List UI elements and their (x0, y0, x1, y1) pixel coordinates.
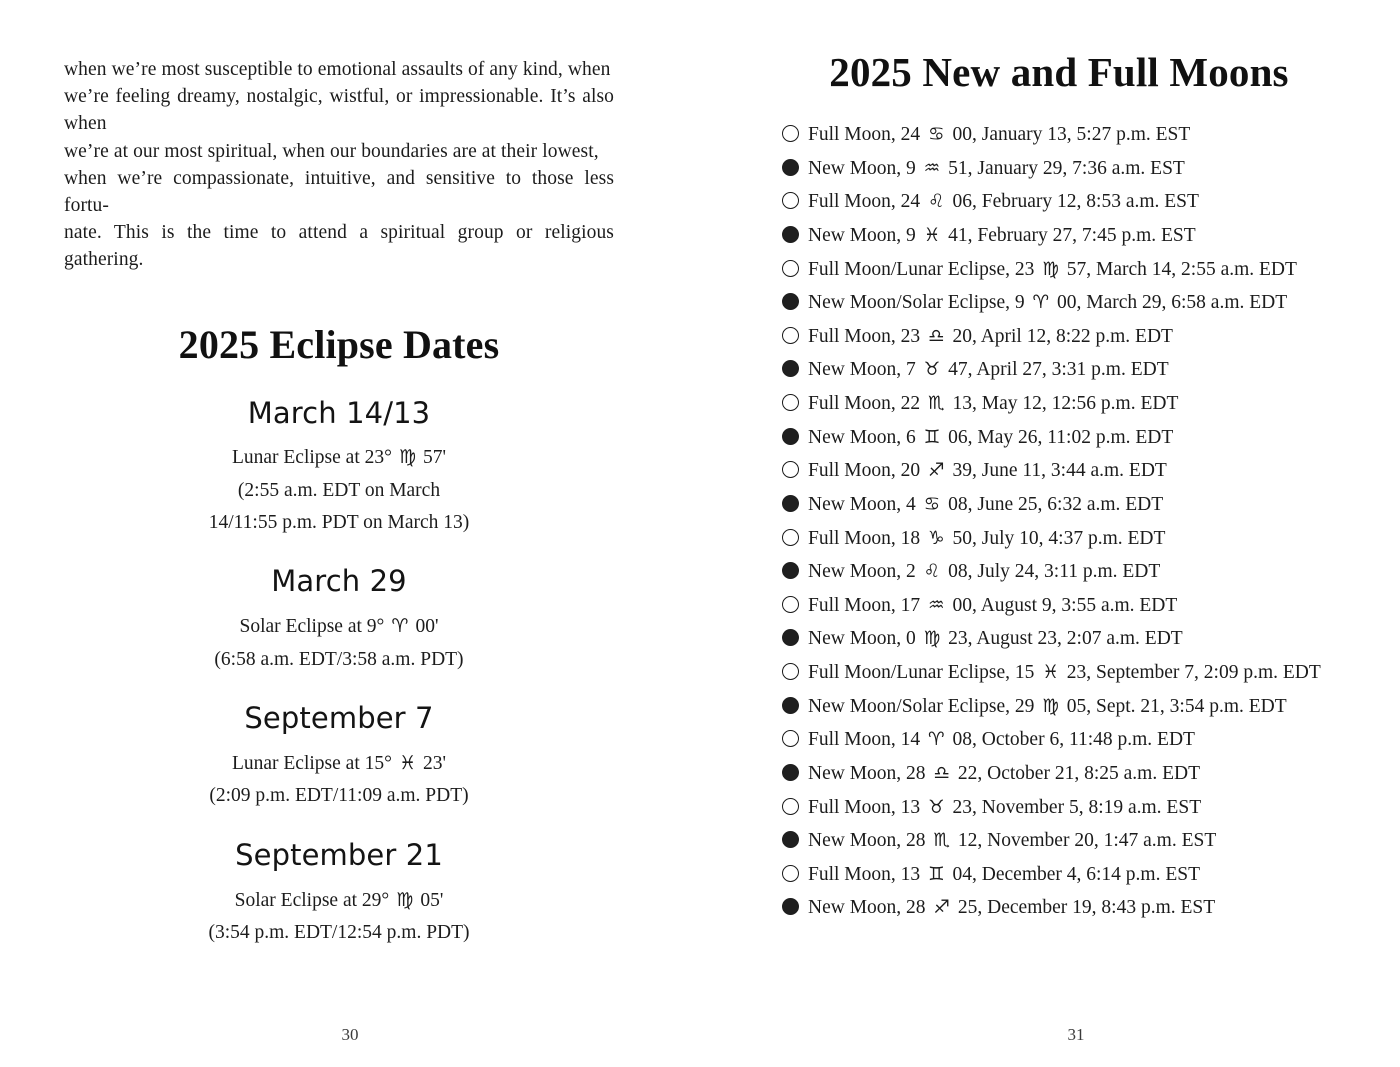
zodiac-sagittarius-icon: ♐ (922, 460, 951, 482)
zodiac-virgo-icon: ♍ (390, 888, 420, 911)
filled-circle-icon (782, 495, 799, 512)
open-circle-icon (782, 529, 799, 546)
moon-entry-suffix: 08, October 6, 11:48 p.m. EDT (952, 729, 1195, 751)
zodiac-pisces-icon: ♓ (917, 224, 947, 246)
filled-circle-icon (782, 293, 799, 310)
moon-entry-text (808, 353, 1169, 387)
paragraph-line: we’re at our most spiritual, when our boundaries are at their lowest, (64, 140, 599, 162)
moon-entry-prefix: New Moon, 6 (808, 426, 916, 448)
open-circle-icon (782, 125, 799, 142)
moon-list-item (782, 723, 1336, 757)
zodiac-virgo-icon: ♍ (392, 446, 423, 469)
moon-entry-text (808, 454, 1167, 488)
moon-entry-text (808, 522, 1165, 556)
moon-list-item (782, 757, 1336, 791)
moon-entry-suffix: 50, July 10, 4:37 p.m. EDT (952, 527, 1166, 549)
moon-entry-prefix: New Moon, 9 (808, 157, 916, 179)
moon-entry-prefix: Full Moon, 23 (808, 325, 921, 347)
filled-circle-icon (782, 831, 799, 848)
moon-entry-prefix: Full Moon, 18 (808, 527, 921, 549)
eclipse-position-prefix: Lunar Eclipse at 23° (231, 447, 392, 469)
moon-entry-prefix: Full Moon, 24 (808, 124, 921, 145)
moon-entry-text (808, 219, 1196, 253)
moon-list-item (782, 219, 1336, 253)
moon-entry-suffix: 06, February 12, 8:53 a.m. EST (952, 191, 1199, 213)
moon-list-item (782, 488, 1336, 522)
moon-list-item (782, 622, 1336, 656)
zodiac-aries-icon: ♈ (922, 729, 951, 751)
moon-entry-prefix: Full Moon, 14 (808, 729, 921, 751)
moon-entry-suffix: 25, December 19, 8:43 p.m. EST (957, 897, 1216, 919)
eclipse-position-prefix: Lunar Eclipse at 15° (231, 752, 392, 774)
open-circle-icon (782, 663, 799, 680)
moon-entry-prefix: New Moon, 0 (808, 628, 916, 650)
moon-list-item (782, 891, 1336, 925)
eclipse-position-line (64, 748, 614, 780)
zodiac-scorpio-icon: ♏ (927, 830, 956, 852)
moon-list-item (782, 253, 1336, 287)
eclipse-position-line (64, 611, 614, 643)
moon-entry-suffix: 00, March 29, 6:58 a.m. EDT (1057, 292, 1288, 314)
zodiac-aries-icon: ♈ (1026, 292, 1055, 314)
filled-circle-icon (782, 226, 799, 243)
moon-entry-text (808, 622, 1183, 656)
zodiac-sagittarius-icon: ♐ (927, 897, 956, 919)
moon-list-item (782, 690, 1336, 724)
zodiac-capricorn-icon: ♑ (922, 527, 951, 549)
moon-entry-suffix: 41, February 27, 7:45 p.m. EST (948, 224, 1196, 246)
moon-list-item (782, 858, 1336, 892)
moon-entry-text (808, 387, 1178, 421)
moon-list-item (782, 286, 1336, 320)
moon-entry-suffix: 00, August 9, 3:55 a.m. EDT (952, 594, 1178, 616)
page-title-new-and-full-moons: 2025 New and Full Moons (829, 49, 1289, 95)
moon-entry-suffix: 04, December 4, 6:14 p.m. EST (952, 863, 1201, 885)
eclipse-position-prefix: Solar Eclipse at 9° (239, 616, 385, 638)
moon-entry-prefix: New Moon, 28 (808, 830, 926, 852)
zodiac-virgo-icon: ♍ (917, 628, 947, 650)
filled-circle-icon (782, 629, 799, 646)
moon-entry-text (808, 690, 1287, 724)
open-circle-icon (782, 865, 799, 882)
moon-entry-text (808, 555, 1160, 589)
moon-entry-suffix: 51, January 29, 7:36 a.m. EST (948, 157, 1185, 179)
moon-list-item (782, 118, 1336, 152)
eclipse-position-suffix: 23' (423, 752, 447, 774)
moon-entry-text (808, 757, 1200, 791)
moon-entry-suffix: 22, October 21, 8:25 a.m. EDT (957, 762, 1200, 784)
zodiac-virgo-icon: ♍ (1036, 695, 1065, 717)
open-circle-icon (782, 394, 799, 411)
moon-entry-text (808, 824, 1216, 858)
moon-entry-text (808, 320, 1173, 354)
moon-entry-text (808, 791, 1201, 825)
moon-entry-text (808, 589, 1177, 623)
moon-entry-prefix: Full Moon, 20 (808, 460, 921, 482)
open-circle-icon (782, 461, 799, 478)
moon-entry-suffix: 00, January 13, 5:27 p.m. EST (952, 124, 1191, 145)
moon-entry-text (808, 488, 1163, 522)
paragraph-line: nate. This is the time to attend a spiritual group or religious gathering. (64, 222, 614, 271)
filled-circle-icon (782, 562, 799, 579)
moon-entry-prefix: New Moon, 9 (808, 224, 916, 246)
eclipse-position-line (64, 885, 614, 917)
eclipse-position-suffix: 57' (423, 447, 447, 469)
moon-entry-suffix: 23, August 23, 2:07 a.m. EDT (948, 628, 1183, 650)
moon-phase-list (782, 118, 1336, 925)
moon-entry-text (808, 253, 1297, 287)
moon-entry-text (808, 185, 1199, 219)
body-paragraph (64, 56, 614, 274)
eclipse-date-heading: September 21 (235, 837, 443, 872)
zodiac-scorpio-icon: ♏ (922, 393, 951, 414)
moon-entry-suffix: 08, July 24, 3:11 p.m. EDT (948, 561, 1161, 583)
paragraph-line: when we’re most susceptible to emotional assaults of any kind, when (64, 59, 611, 80)
eclipse-position-line (64, 442, 614, 474)
eclipse-entry (64, 395, 614, 540)
filled-circle-icon (782, 159, 799, 176)
zodiac-taurus-icon: ♉ (922, 796, 951, 818)
moon-entry-prefix: Full Moon/Lunar Eclipse, 15 (808, 662, 1035, 683)
zodiac-leo-icon: ♌ (917, 561, 947, 583)
open-circle-icon (782, 730, 799, 747)
eclipse-time-line: (3:54 p.m. EDT/12:54 p.m. PDT) (208, 921, 470, 943)
zodiac-aries-icon: ♈ (385, 615, 415, 638)
moon-entry-suffix: 47, April 27, 3:31 p.m. EDT (948, 359, 1169, 381)
moon-entry-prefix: Full Moon, 17 (808, 594, 921, 616)
filled-circle-icon (782, 360, 799, 377)
moon-list-item (782, 589, 1336, 623)
right-page (700, 0, 1400, 1067)
folio-page-number: 30 (341, 1025, 359, 1044)
eclipse-entry (64, 566, 614, 676)
eclipse-date-heading: March 14/13 (247, 395, 431, 430)
moon-list-item (782, 353, 1336, 387)
eclipse-date-heading: September 7 (244, 701, 434, 736)
zodiac-cancer-icon: ♋ (917, 493, 947, 515)
moon-entry-prefix: Full Moon, 13 (808, 796, 921, 818)
moon-entry-prefix: New Moon/Solar Eclipse, 9 (808, 292, 1025, 314)
moon-entry-suffix: 05, Sept. 21, 3:54 p.m. EDT (1066, 695, 1287, 717)
moon-entry-prefix: New Moon, 7 (808, 359, 916, 381)
eclipse-position-prefix: Solar Eclipse at 29° (234, 889, 390, 911)
moon-entry-prefix: New Moon, 28 (808, 897, 926, 919)
moon-entry-text (808, 723, 1195, 757)
zodiac-pisces-icon: ♓ (392, 751, 423, 774)
zodiac-taurus-icon: ♉ (917, 359, 947, 381)
moon-list-item (782, 185, 1336, 219)
moon-entry-prefix: New Moon, 4 (808, 493, 916, 515)
moon-list-item (782, 656, 1336, 690)
moon-entry-text (808, 421, 1173, 455)
moon-entry-suffix: 20, April 12, 8:22 p.m. EDT (952, 325, 1173, 347)
zodiac-libra-icon: ♎ (927, 762, 956, 784)
open-circle-icon (782, 798, 799, 815)
paragraph-line: when we’re compassionate, intuitive, and sensitive to those less fortu- (64, 167, 614, 216)
eclipse-entry (64, 703, 614, 813)
eclipse-list (64, 395, 614, 950)
zodiac-gemini-icon: ♊ (917, 426, 947, 448)
moon-entry-suffix: 23, September 7, 2:09 p.m. EDT (1066, 662, 1321, 683)
filled-circle-icon (782, 697, 799, 714)
moon-entry-suffix: 57, March 14, 2:55 a.m. EDT (1066, 258, 1297, 280)
moon-list-item (782, 555, 1336, 589)
zodiac-virgo-icon: ♍ (1036, 258, 1065, 280)
moon-entry-prefix: Full Moon/Lunar Eclipse, 23 (808, 258, 1035, 280)
moon-entry-text (808, 656, 1321, 690)
moon-entry-suffix: 12, November 20, 1:47 a.m. EST (957, 830, 1217, 852)
page-title-eclipse-dates: 2025 Eclipse Dates (178, 321, 500, 367)
moon-entry-text (808, 286, 1287, 320)
eclipse-position-suffix: 00' (415, 616, 439, 638)
moon-entry-text (808, 118, 1190, 152)
moon-entry-suffix: 23, November 5, 8:19 a.m. EST (952, 796, 1202, 818)
moon-entry-text (808, 858, 1200, 892)
moon-entry-suffix: 06, May 26, 11:02 p.m. EDT (948, 426, 1174, 448)
moon-list-item (782, 522, 1336, 556)
moon-entry-text (808, 891, 1215, 925)
moon-entry-prefix: Full Moon, 24 (808, 191, 921, 213)
eclipse-entry (64, 837, 614, 950)
eclipse-time-line: (2:09 p.m. EDT/11:09 a.m. PDT) (209, 785, 469, 807)
filled-circle-icon (782, 898, 799, 915)
zodiac-cancer-icon: ♋ (922, 124, 951, 145)
moon-entry-text (808, 152, 1185, 186)
eclipse-time-line: (6:58 a.m. EDT/3:58 a.m. PDT) (214, 648, 464, 670)
moon-entry-suffix: 13, May 12, 12:56 p.m. EDT (952, 393, 1179, 414)
eclipse-time-line: (2:55 a.m. EDT on March (237, 479, 441, 501)
moon-list-item (782, 824, 1336, 858)
moon-list-item (782, 421, 1336, 455)
open-circle-icon (782, 192, 799, 209)
eclipse-time-line: 14/11:55 p.m. PDT on March 13) (208, 512, 470, 534)
paragraph-line: we’re feeling dreamy, nostalgic, wistful, or impressionable. It’s also when (64, 86, 614, 135)
moon-list-item (782, 791, 1336, 825)
zodiac-aquarius-icon: ♒ (922, 594, 951, 616)
moon-list-item (782, 387, 1336, 421)
zodiac-leo-icon: ♌ (922, 191, 951, 213)
folio-page-number: 31 (1067, 1025, 1085, 1044)
moon-list-item (782, 320, 1336, 354)
open-circle-icon (782, 327, 799, 344)
moon-list-item (782, 152, 1336, 186)
open-circle-icon (782, 260, 799, 277)
open-circle-icon (782, 596, 799, 613)
zodiac-libra-icon: ♎ (922, 325, 951, 347)
moon-entry-prefix: New Moon/Solar Eclipse, 29 (808, 695, 1035, 717)
zodiac-aquarius-icon: ♒ (917, 157, 947, 179)
zodiac-pisces-icon: ♓ (1036, 662, 1065, 683)
moon-entry-suffix: 08, June 25, 6:32 a.m. EDT (948, 493, 1164, 515)
moon-entry-suffix: 39, June 11, 3:44 a.m. EDT (952, 460, 1167, 482)
moon-entry-prefix: New Moon, 2 (808, 561, 916, 583)
zodiac-gemini-icon: ♊ (922, 863, 951, 885)
filled-circle-icon (782, 428, 799, 445)
filled-circle-icon (782, 764, 799, 781)
eclipse-position-suffix: 05' (420, 889, 444, 911)
moon-entry-prefix: Full Moon, 13 (808, 863, 921, 885)
moon-list-item (782, 454, 1336, 488)
moon-entry-prefix: Full Moon, 22 (808, 393, 921, 414)
moon-entry-prefix: New Moon, 28 (808, 762, 926, 784)
eclipse-date-heading: March 29 (271, 564, 407, 599)
